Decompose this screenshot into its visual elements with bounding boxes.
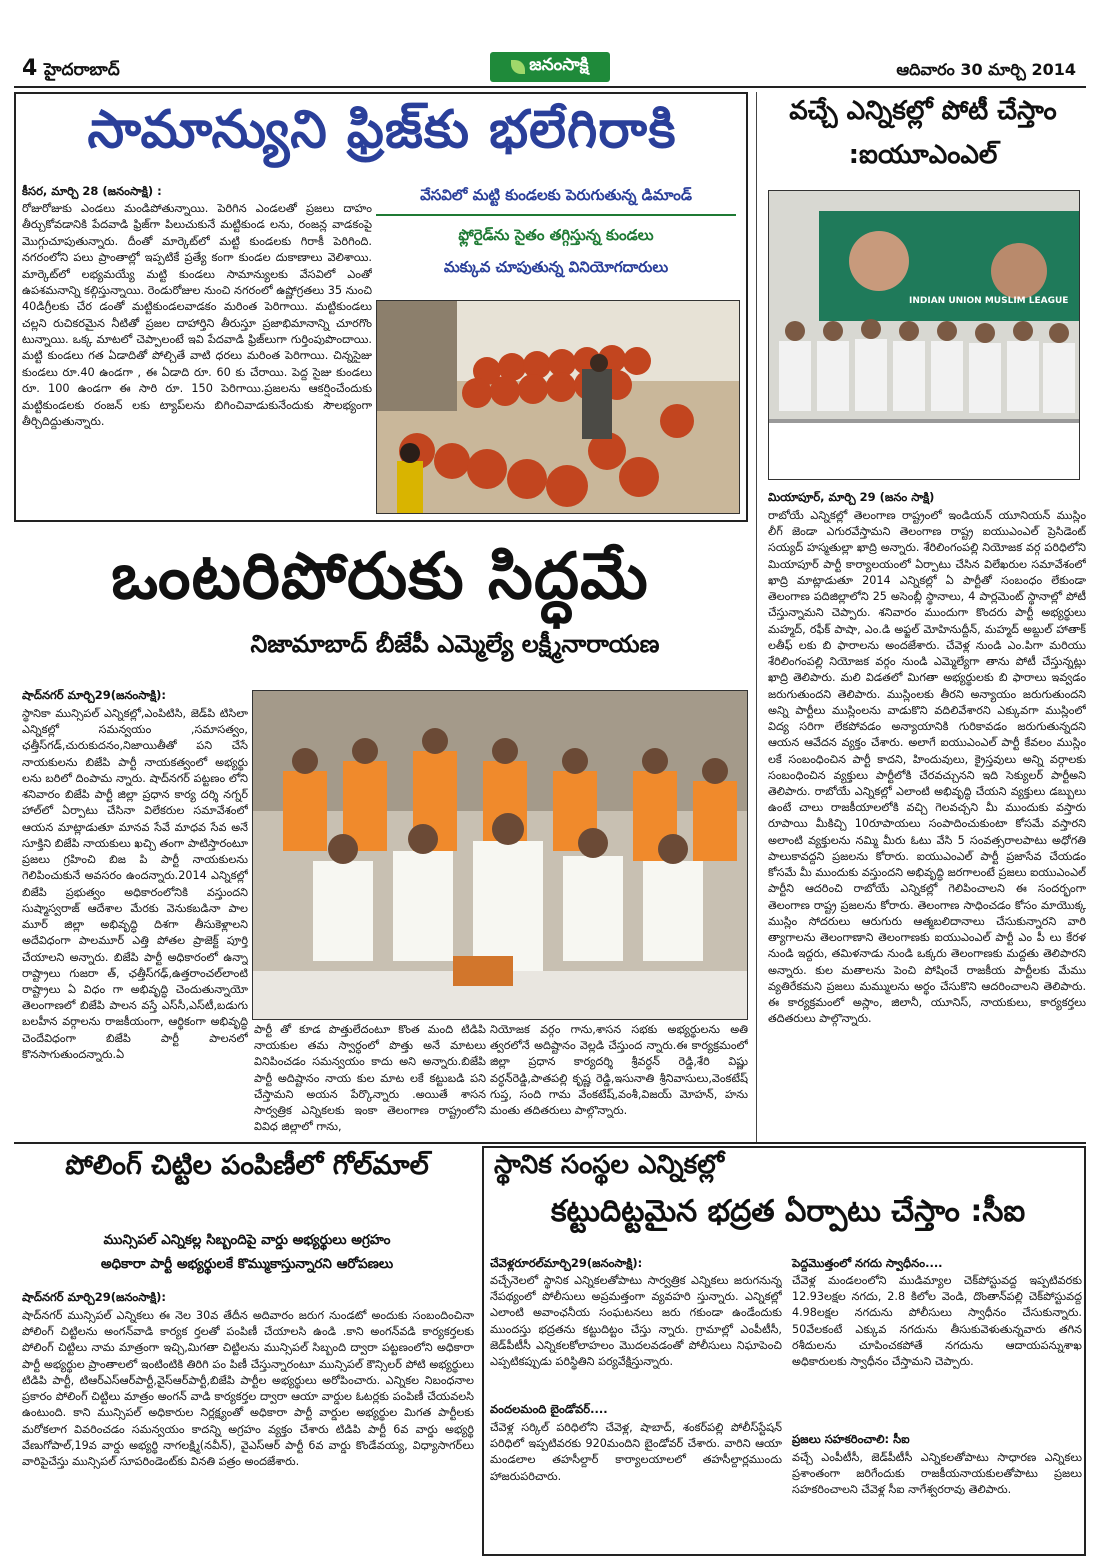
story-polling-body: షాద్‌నగర్ మున్సిపల్ ఎన్నికలు ఈ నెల 30వ తేదీన అదివారం జరుగ నుండటో అందుకు సంబందించినా పోలింగ్ చిట్టిలను అంగన్‌వాడి కార్యక ర్తలతో పంపిణీ చేయాలసి ఉండి .కాని అంగన్‌వడి కార్యకర్తలకు పోలింగ్ చిట్టిలు నామ మాత్రంగా ఇచ్చి,మిగతా చిట్టిలను మున్సిపల్ సిబ్బంది ద్వారా పట్టణంలోని అధికారా పార్టీ అభ్యర్థుల ప్రాంతాలలో ఇంటింటికి తిరిగి పం పిణీ చేస్తున్నారంటూ మున్సిపల్ కౌన్సిలర్ పోటి అభ్యర్థులు టిడిపి పార్టీ, టిఆర్‌ఎస్‌ఆర్‌పార్టీ,వైస్‌ఆర్‌పార్టీ,బిజేపి పార్టీల అభ్యర్థులు అరోపించారు. ఎన్నికల నిబంధనాల ప్రకారం పోలింగ్ చిట్టిలు మాత్రం అంగన్ వాడి కార్యకర్తల ద్వారా ఆయా వార్డుల ఓటర్లకు పంపిణీ చేయవలసి ఉంటుంది. కాని మున్సిపల్ అధికారుల నిర్లక్ష్యంతో అధికారా పార్టీ వార్డుల అభ్యర్థుల మిగత పార్టీలకు మరోకలాగ వివరించడం సమన్వయం కాదన్ని అగ్రహం వ్యక్తం చేశారు టిడిపి పార్టీ 6వ వార్డు అభ్యర్థి వేణుగోపాల్,19వ వార్డు అభ్యర్థి నాగలక్ష్మి(నవీన్), వైఎస్ఆర్ పార్టీ 6వ వార్డు కొండేవయ్య, విధ్యాసాగర్‌లు వారిపైచేస్తు మున్సిపల్ సూపరిండెంట్‌కు వినతి పత్రం అందజేశారు. <box>22 1309 474 1469</box>
section-rule-bottom <box>14 1142 1086 1144</box>
story-security-sub-2: పెద్దమొత్తంలో నగదు స్వాధీనం.... <box>792 1256 943 1270</box>
story-security-sub-1: వందలమంది బైండోవర్.... <box>490 1402 608 1416</box>
story-iuml-dateline: మియాపూర్, మార్చి 29 (జనం సాక్షి) <box>768 490 935 504</box>
column-divider-right <box>756 92 757 1142</box>
iuml-banner-text: INDIAN UNION MUSLIM LEAGUE <box>909 296 1069 306</box>
story-security-body-col2b: వచ్చే ఎంపీటీసీ, జెడ్‌పీటీసీ ఎన్నికలతోపాటు సాధారణ ఎన్నికలు ప్రశాంతంగా జరిగేందుకు రాజకీయనాయకులతోపాటు ప్రజలు సహకరించాలని చేవెళ్ల సీఐ నాగేశ్వరరావు తెలిపారు. <box>792 1451 1082 1497</box>
story-bjp-subhead: నిజామాబాద్ బీజేపీ ఎమ్మెల్యే లక్ష్మీనారాయణ <box>250 630 660 658</box>
story-bjp-body-col1: స్థానికా మున్సిపల్ ఎన్నికల్లో,ఎంపిటిసి, జెడ్‌పి టిసిలా ఎన్నికల్లో సమన్వయం ,సమాసత్వం, ఛత్తీస్‌గడ్,చురుకుదనం,నిజాయితీతో పని చేసే నాయకులను బిజేపి పార్టీ నాయకత్వంలో అభ్యర్థు లను బరిలో దింపామ న్నారు. షాద్‌నగర్ పట్టణం లోని శనివారం బిజేపి పార్టీ జిల్లా ప్రధాన కార్య దర్శి నగ్నర్ హాల్‌లో ఏర్పాటు చేసినా విలేకరుల సమావేశంలో ఆయన మాట్లాడుతూ మానవ సేవే మాధవ సేవ అనే సూక్తిని బిజేపి నాయకులు ఖచ్చి తంగా పాటిస్తారంటూ ప్రజలు గ్రహించి బిజ పి పార్టీ నాయకులను గెలిపించుకునే అవసరం ఉందన్నారు.2014 ఎన్నికల్లో బిజేపి ప్రభుత్వం అధికారంలోనికి వస్తుందని సుష్మాస్వరాజ్ ఆదేశాల మేరకు వెనుకబడినా పాల మూర్ జిల్లా అభివృద్ధి దిశగా తీసుకెళ్లాలని అదేవిధంగా పాలమూర్ ఎత్తి పోతల ప్రాజెక్ట్ పూర్తి చేయాలని అన్నారు. బిజేపి పార్టీ అధికారంలో ఉన్నా రాష్ట్రాలు గుజరా త్, ఛత్తీస్‌గఢ్,ఉత్తరాంచల్‌లాంటి రాష్ట్రాలు ఏ విధం గా అభివృద్ధి చెందుతున్నాయో తెలంగాణలో బిజేపి పాలన వస్తే ఎస్‌సీ,ఎస్‌టీ,బడుగు బలహీన వర్గాలను రాజకీయంగా, ఆర్థికంగా అభివృద్ధి చెందేవిధంగా బిజేపి పార్టీ పాలనలో కొనసాగుతుందన్నారు.ఏ <box>22 707 248 1061</box>
story-bjp-headline: ఒంటరిపోరుకు సిద్ధమే <box>111 540 649 614</box>
story-security-sub-3: ప్రజలు సహకరించాలి: సీఐ <box>792 1432 910 1446</box>
story-security-dateline: చేవెళ్లరూరల్‌మార్చి29(జనంసాక్షి): <box>490 1256 643 1270</box>
logo-text: జనంసాక్షి <box>529 55 589 75</box>
story-polling-subhead-2: అధికారా పార్టీ అభ్యర్థులకే కొమ్ముకాస్తున్నారని ఆరోపణలు <box>100 1256 394 1272</box>
story-iuml-headline-1: వచ్చే ఎన్నికల్లో పోటీ చేస్తాం <box>789 96 1057 126</box>
story-fridge-headline: సామాన్యుని ఫ్రిజ్‌కు భలేగిరాకి <box>87 100 677 160</box>
story-iuml-body: రాబోయే ఎన్నికల్లో తెలంగాణ రాష్ట్రంలో ఇండియన్ యూనియన్ ముస్లిం లీగ్ జెండా ఎగురవేస్తామని తెలంగాణ రాష్ట్ర ఐయుఎంఎల్ ప్రెసిడెంట్ సయ్యద్ హస్మతుల్లా ఖాద్రి అన్నారు. శేరిలింగంపల్లి నియోజక వర్గ పరిధిలోని మియాపూర్ పార్టీ కార్యాలయంలో ఏర్పాటు చేసిన విలేఖరుల సమావేశంలో ఖాద్రి మాట్లాడుతూ 2014 ఎన్నికల్లో ఏ పార్టీతో సంబంధం లేకుండా తెలంగాణ పదిజిల్లాలోని 25 అసెంబ్లీ స్థానాలు, 4 పార్లమెంట్ స్థానాల్లో పోటీ చేస్తున్నామని చెప్పారు. శనివారం ముందుగా కొందరు పార్టీ అభ్యర్థులు మహ్మద్, రఫీక్ పాషా, ఎం.డి అఫ్జల్ మోహినుద్దీన్, మహ్మద్ అబ్దుల్ హాతాక్ లతీఫ్ లకు బి ఫారాలను అందజేశారు. చేవెళ్ల నుండి ఎం.పిగా మరియు శేరిలింగంపల్లి నియోజక వర్గం నుండి ఎమ్మెల్యేగా తాను పోటీ చేస్తున్నట్లు ఖాద్రి తెలిపారు. మలి విడతలో మిగతా అభ్యర్థులకు బి ఫారాలు ఇవ్వడం జరుగుతుందని తెలిపారు. ముస్లింలకు తీరని అన్యాయం జరుగుతుందని అన్ని పార్టీలు ముస్లింలను వాడుకొని వదిలివేశారని ఎక్కువగా ముస్లింలో విద్య సరిగా లేకపోవడం అన్యాయానికి గురికావడం జరుగుతున్నదని ఆయన ఆవేదన వ్యక్తం చేశారు. అలాగే ఐయుఎంఎల్ పార్టీ కేవలం ముస్లిం లకే సంబంధించిన పార్టీ కాదని, హిందువులు, క్రైస్తవులు అన్ని వర్గాలకు సంబంధించిన వ్యక్తులు పార్టీలోకి చేరవచ్చునని ఇది సెక్యులర్ పార్టీఅని తెలిపారు. రాబోయే ఎన్నికల్లో ఎలాంటి అభివృద్ధి చేయని వ్యక్తులు డబ్బులు ఉంటే చాలు రాజకీయాలలోకి వచ్చి గెలవచ్చని మీ ముందుకు వస్తారు రూపాయి మీకిచ్చి 10రూపాయలు సంపాదించుకుంటా కోసమే వస్తారని అలాంటి వ్యక్తులను నమ్మి మీరు ఓటు వేసి 5 సంవత్సరాలపాటు అధోగతి పాలుకావద్దని ప్రజలను కోరారు. ఐయుఎంఎల్ పార్టీ ప్రజాసేవ చేయడం కోసమే మీ ముందుకు వస్తుందని అభివృద్ధి జరగాలంటే ప్రజలు ఐయుఎంఎల్ పార్టీని ఆదరించి రాబోయే ఎన్నికల్లో గెలిపించాలని ఈ సందర్భంగా తెలంగాణ రాష్ట్ర ప్రజలను కోరారు. తెలంగాణ సాధించడం కోసం మాయొక్క ముస్లిం సోదరులు ఆరుగురు ఆత్మబలిదానాలు చేసుకున్నారని వారి త్యాగాలను తెలంగాణాని తెలంగాణకు ఐయుఎంఎల్ పార్టీ ఎం పీ లు కేరళ నుండి ఇద్దరు, తమిళనాడు నుండి ఒక్కరు తెలంగాణకు మద్దతు తెలిపారని అన్నారు. కుల మతాలను పెంచి పోషించే రాజకీయ పార్టీలకు మేము వ్యతిరేకమని ప్రజలు మమ్ములను అర్థం చేసుకొని ఆదరించాలని తెలిపారు. ఈ కార్యక్రమంలో అస్లాం, జిలానీ, యూనిస్, నాయకులు, కార్యకర్తలు తదితరులు పాల్గొన్నారు. <box>768 509 1086 1026</box>
masthead <box>0 0 1100 92</box>
story-fridge-subheads <box>376 186 736 296</box>
masthead-rule <box>14 86 1086 88</box>
story-security-kicker: స్థానిక సంస్థల ఎన్నికల్లో <box>494 1150 724 1180</box>
story-fridge-body: రోజురోజుకు ఎండలు మండిపోతున్నాయి. పెరిగిన ఎండలతో ప్రజలు దాహం తీర్చుకోవడానికి పేదవాడి ఫ్రిజ్‌గా పిలుచుకునే మట్టికుండ లను, రంజన్ల వాడకంపై మొగ్గుచూపుతున్నారు. దీంతో మార్కెట్‌లో మట్టి కుండలకు గిరాకీ పెరిగింది. నగరంలోని పలు ప్రాంతాల్లో ఇప్పటికే ప్రత్యే కంగా కుండల దుకాణాలు వెలిశాయి. మార్కెట్‌లో లభ్యమయ్యే మట్టి కుండలు సామాన్యులకు వేసవిలో ఎంతో ఉపశమనాన్ని కల్గిస్తున్నాయి. రెండురోజుల నుంచి నగరంలో ఉష్ణోగ్రతలు 35 నుంచి 40డిగ్రీలకు చేర డంతో మట్టికుండలవాడకం మరింత పెరిగాయి. మట్టికుండలు చల్లని రుచికరమైన నీటితో ప్రజల దాహార్తిని తీరుస్తూ ప్రజాభిమానాన్ని చూరగొం టున్నాయి. ఒక్క మాటలో చెప్పాలంటే ఇవి పేదవాడి ఫ్రిజ్‌లుగా గుర్తింపుపొందాయి. మట్టి కుండలు గత ఏడాదితో పోల్చితే వాటి ధరలు మరింత పెరిగాయి. చిన్నసైజు కుండలు రూ.40 ఉండగా , ఈ ఏడాది రూ. 60 కు చేరాయి. పెద్ద సైజు కుండలు రూ. 100 ఉండగా ఈ సారి రూ. 150 పెరిగాయి.ప్రజలను ఆకర్షించేందుకు మట్టికుండలకు రంజన్ లకు ట్యాప్‌లను బిగించివాడుకునేందుకు సౌలభ్యంగా తీర్చిదిద్దుతున్నారు. <box>22 202 372 428</box>
story-iuml-headline-2: :ఐయూఎంఎల్ <box>848 140 998 170</box>
pots-photo <box>376 300 740 514</box>
leaf-icon <box>511 60 525 74</box>
story-security-body-col2: చేవెళ్ల మండలంలోని ముడిమ్యాల చెక్‌పోస్టువద్ద ఇప్పటివరకు 12.93లక్షల నగదు, 2.8 కిలోల వెండి, దొంతాన్‌పల్లి చెక్‌పోస్టువద్ద 4.98లక్షల నగదును పోలీసులు స్వాధీనం చేసుకున్నారు. 50వేలకంటే ఎక్కువ నగదును తీసుకువెళుతున్నవారు తగిన రశీదులను చూపించకపోతే నగదును ఆదాయపన్నుశాఖ అధికారులకు స్వాధీనం చేస్తామని చెప్పారు. <box>792 1274 1082 1369</box>
bjp-press-photo-image <box>253 691 748 1020</box>
page-number: 4 <box>22 56 38 81</box>
story-fridge-subhead-1: వేసవిలో మట్టి కుండలకు పెరుగుతున్న డిమాండ్ <box>376 186 736 216</box>
city-name: హైదరాబాద్ <box>44 60 120 80</box>
story-polling-headline: పోలింగ్ చిట్టిల పంపిణీలో గోల్‌మాల్ <box>65 1150 429 1181</box>
iuml-press-photo-image <box>769 191 1080 480</box>
story-security-headline: కట్టుదిట్టమైన భద్రత ఏర్పాటు చేస్తాం :సీఐ <box>550 1194 1026 1229</box>
story-bjp-body-col2: పార్టీ తో కూడ పొత్తులేదంటూ కొంత మంది టిడిపి నాయకుల తమ స్వార్ధంలో పొత్తు అనే మాటలు వినిపించడం సమన్వయం కాదు అని అన్నారు.బిజేపి పార్టీ అదిష్టానం నాయ కుల మాట లకే కట్టుబడి పని చేస్తామని అయన పేర్కొన్నారు .అయితే శాసన సార్వత్రిక ఎన్నికలకు ఇంకా తెలంగాణ రాష్ట్రంలోని వివిధ జిల్లాలో గాను, <box>254 1023 486 1134</box>
story-security-body-col1b: చేవెళ్ల సర్కిల్ పరిధిలోని చేవెళ్ల, షాబాద్, శంకర్‌పల్లి పోలీస్‌స్టేషన్ పరిధిలో ఇప్పటివరకు 920మందిని బైండోవర్ చేశారు. వారిని ఆయా మండలాల తహసీల్దార్ కార్యాలయాలలో తహసీల్దార్లముందు హాజరుపరిచారు. <box>490 1421 782 1483</box>
story-fridge-dateline: కీసర, మార్చి 28 (జనంసాక్షి) : <box>22 184 162 198</box>
story-polling-subhead-1: మున్సిపల్ ఎన్నికల్ల సిబ్బందిపై వార్డు అభ్యర్థులు అగ్రహం <box>103 1232 391 1248</box>
story-bjp-dateline: షాద్‌నగర్ మార్చి29(జనంసాక్షి): <box>22 688 166 702</box>
story-security-body-col1: వచ్చేనెలలో స్థానిక ఎన్నికలతోపాటు సార్వత్రిక ఎన్నికలు జరుగనున్న నేపథ్యంలో పోలీసులు అప్రమత్తంగా వ్యవహరి స్తున్నారు. ఎన్నికల్లో ఎలాంటి అవాంఛనీయ సంఘటనలు జరు గకుండా ఉండేందుకు ముందస్తు భద్రతను కట్టుదిట్టం చేస్తు న్నారు. గ్రామాల్లో ఎంపీటీసీ, జెడ్‌పీటీసీ ఎన్నికలకోలాహలం మొదలవడంతో పోలీసులు నిఘాపెంచి ఎప్పటికప్పుడు పరిస్థితిని పర్యవేక్షిస్తున్నారు. <box>490 1274 782 1369</box>
bjp-press-photo <box>252 690 748 1020</box>
pots-photo-image <box>377 301 740 514</box>
story-fridge-subhead-2: ఫ్లోరైడ్‌ను సైతం తగ్గిస్తున్న కుండలు <box>458 226 654 244</box>
newspaper-logo <box>490 52 610 82</box>
iuml-press-photo <box>768 190 1080 480</box>
issue-date: ఆదివారం 30 మార్చి 2014 <box>896 60 1076 79</box>
story-polling-dateline: షాద్‌నగర్ మార్చి29(జనంసాక్షి): <box>22 1290 166 1304</box>
story-bjp-body-col3: నియోజక వర్గం గాను,శాసన సభకు అభ్యర్థులను అతి త్వరలోనే అదిష్టానం వెల్లడి చేస్తుంద న్నారు.ఈ కార్యక్రమంలో జిల్లా ప్రధాన కార్యదర్శి శ్రీవర్ధన్ రెడ్డి,శేరి విష్ణు వర్ధన్‌రెడ్డి,పాతపల్లి కృష్ణ రెడ్డి,ఇసునాతి శ్రీనివాసులు,వెంకటేష్ గుప్త, సంది గామ వేంకటేష్,వంశీ,విజయ్ మోహన్, హను మంతు తదితరులు పాల్గొన్నారు. <box>490 1023 748 1118</box>
story-fridge-subhead-3: మక్కువ చూపుతున్న వినియోగదారులు <box>443 258 669 276</box>
